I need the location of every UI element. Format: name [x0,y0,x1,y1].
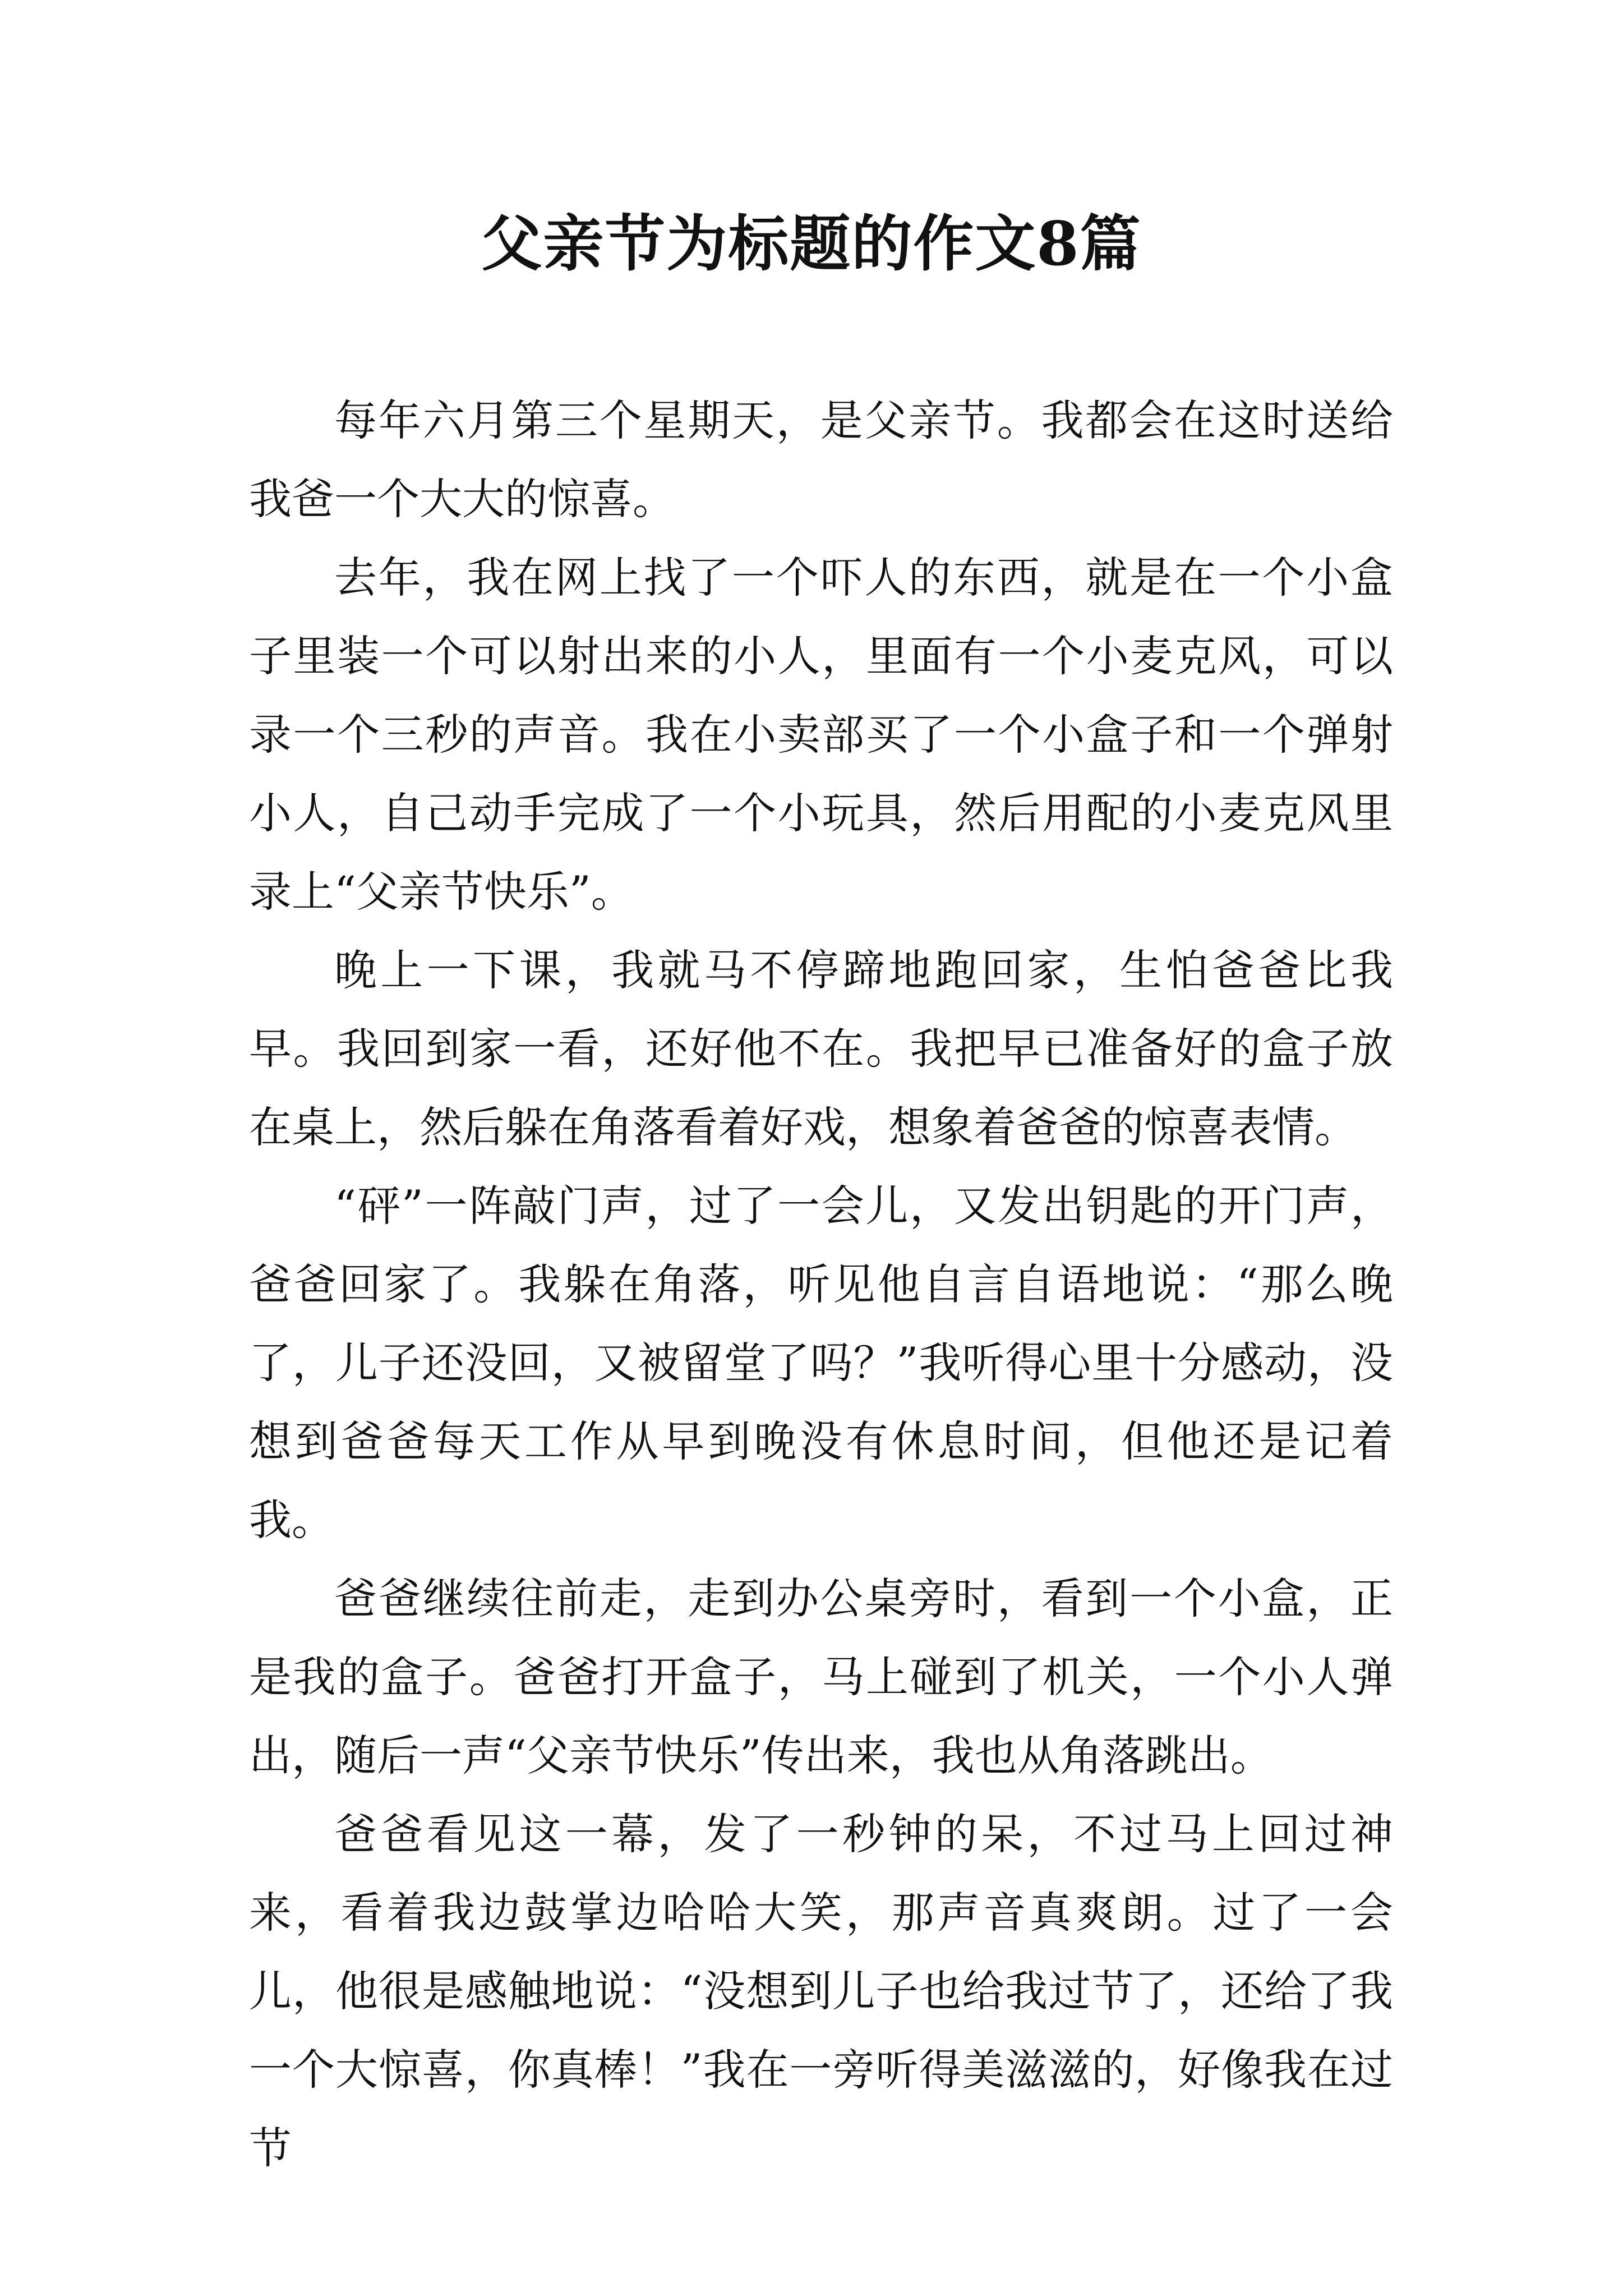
document-body [249,381,1393,2188]
paragraph-6: 爸爸看见这一幕，发了一秒钟的呆，不过马上回过神来，看着我边鼓掌边哈哈大笑，那声音真爽朗。过了一会儿，他很是感触地说：“没想到儿子也给我过节了，还给了我一个大惊喜，你真棒！”我在一旁听得美滋滋的，好像我在过节 [249,1809,1393,2173]
paragraph-4: “砰”一阵敲门声，过了一会儿，又发出钥匙的开门声，爸爸回家了。我躲在角落，听见他自言自语地说：“那么晚了，儿子还没回，又被留堂了吗？”我听得心里十分感动，没想到爸爸每天工作从早到晚没有休息时间，但他还是记着我。 [249,1181,1393,1545]
paragraph-1: 每年六月第三个星期天，是父亲节。我都会在这时送给我爸一个大大的惊喜。 [249,395,1393,524]
paragraph-2: 去年，我在网上找了一个吓人的东西，就是在一个小盒子里装一个可以射出来的小人，里面有一个小麦克风，可以录一个三秒的声音。我在小卖部买了一个小盒子和一个弹射小人，自己动手完成了一个小玩具，然后用配的小麦克风里录上“父亲节快乐”。 [249,553,1393,917]
paragraph-3: 晚上一下课，我就马不停蹄地跑回家，生怕爸爸比我早。我回到家一看，还好他不在。我把早已准备好的盒子放在桌上，然后躲在角落看着好戏，想象着爸爸的惊喜表情。 [249,945,1393,1152]
document-title: 父亲节为标题的作文8篇 [481,209,1142,279]
paragraph-5: 爸爸继续往前走，走到办公桌旁时，看到一个小盒，正是我的盒子。爸爸打开盒子，马上碰到了机关，一个小人弹出，随后一声“父亲节快乐”传出来，我也从角落跳出。 [249,1573,1393,1780]
